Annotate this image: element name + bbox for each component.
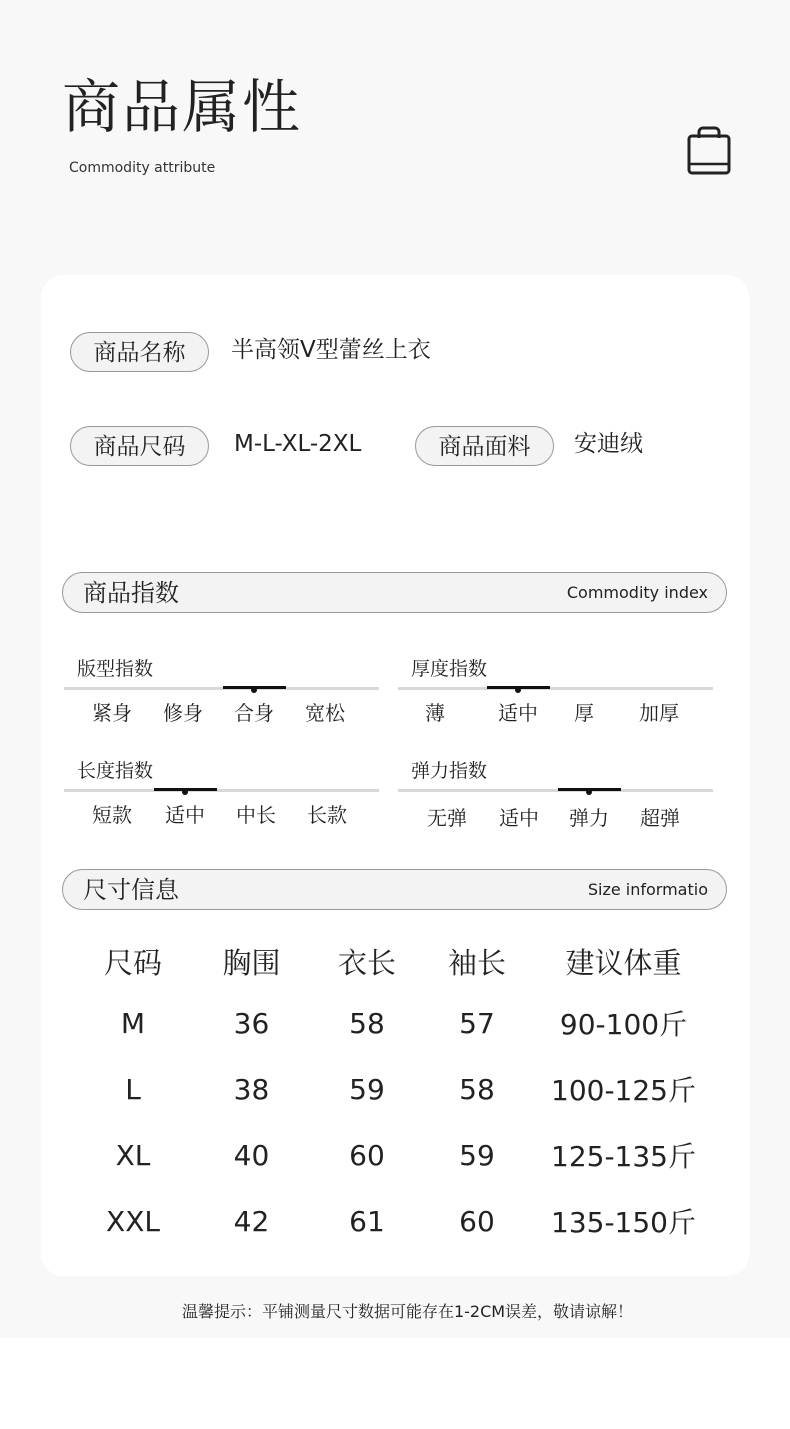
length-index xyxy=(64,756,379,846)
index-title: 长度指数 xyxy=(77,760,154,782)
table-header-cell: 衣长 xyxy=(337,945,396,980)
index-option: 合身 xyxy=(234,701,274,725)
index-option: 薄 xyxy=(425,701,445,725)
table-cell: 58 xyxy=(459,1072,495,1106)
table-row xyxy=(75,990,715,1056)
index-marker xyxy=(558,788,621,791)
table-cell: 38 xyxy=(233,1072,270,1106)
product-name-label: 商品名称 xyxy=(70,332,209,372)
index-track xyxy=(64,687,379,690)
index-option: 宽松 xyxy=(305,701,345,725)
table-cell: 40 xyxy=(233,1138,270,1172)
product-fabric-value: 安迪绒 xyxy=(574,431,643,457)
size-table xyxy=(75,932,715,1254)
index-option: 适中 xyxy=(165,803,205,827)
index-section-title: 商品指数 xyxy=(83,579,179,607)
index-track xyxy=(398,687,713,690)
thickness-index xyxy=(398,654,713,744)
index-option: 超弹 xyxy=(640,806,680,830)
table-row xyxy=(75,1122,715,1188)
table-header-row xyxy=(75,932,715,990)
table-cell: 60 xyxy=(459,1204,495,1238)
table-cell: 42 xyxy=(233,1204,270,1238)
elasticity-index xyxy=(398,756,713,846)
table-cell: 60 xyxy=(349,1138,385,1172)
table-cell: 135-150斤 xyxy=(551,1206,696,1239)
index-option: 厚 xyxy=(574,701,594,725)
page-title: 商品属性 xyxy=(62,73,303,141)
fit-index xyxy=(64,654,379,744)
index-option: 适中 xyxy=(499,806,539,830)
table-header-cell: 胸围 xyxy=(222,945,281,980)
table-cell: 125-135斤 xyxy=(551,1140,696,1173)
table-cell: XXL xyxy=(106,1204,160,1238)
index-marker xyxy=(154,788,217,791)
table-cell: 58 xyxy=(349,1006,385,1040)
index-option: 加厚 xyxy=(639,701,679,725)
index-section-title-en: Commodity index xyxy=(566,583,708,602)
index-marker xyxy=(487,686,550,689)
index-title: 版型指数 xyxy=(77,658,154,680)
index-title: 厚度指数 xyxy=(411,658,488,680)
index-option: 无弹 xyxy=(427,806,467,830)
size-section-header xyxy=(62,869,727,910)
index-section-header xyxy=(62,572,727,613)
index-option: 弹力 xyxy=(569,806,609,830)
index-title: 弹力指数 xyxy=(411,760,488,782)
index-option: 短款 xyxy=(92,803,132,827)
table-row xyxy=(75,1056,715,1122)
index-marker xyxy=(223,686,286,689)
table-cell: 59 xyxy=(349,1072,385,1106)
index-option: 长款 xyxy=(307,803,347,827)
index-option: 修身 xyxy=(163,701,203,725)
product-size-label: 商品尺码 xyxy=(70,426,209,466)
table-cell: 36 xyxy=(233,1006,270,1040)
measurement-tip: 温馨提示：平铺测量尺寸数据可能存在1-2CM误差，敬请谅解！ xyxy=(181,1302,634,1321)
table-cell: XL xyxy=(115,1138,151,1172)
product-fabric-label: 商品面料 xyxy=(415,426,554,466)
table-cell: 59 xyxy=(459,1138,495,1172)
table-cell: L xyxy=(125,1072,141,1106)
table-header-cell: 尺码 xyxy=(103,945,162,980)
shopping-bag-icon xyxy=(686,124,732,176)
table-cell: 57 xyxy=(459,1006,495,1040)
size-section-title: 尺寸信息 xyxy=(83,876,179,904)
table-header-cell: 袖长 xyxy=(447,945,506,980)
table-cell: 100-125斤 xyxy=(551,1074,696,1107)
index-track xyxy=(398,789,713,792)
index-track xyxy=(64,789,379,792)
table-header-cell: 建议体重 xyxy=(565,945,682,980)
size-section-title-en: Size informatio xyxy=(587,880,708,899)
product-name-value: 半高领V型蕾丝上衣 xyxy=(231,337,431,363)
table-cell: 90-100斤 xyxy=(559,1008,688,1041)
page-subtitle: Commodity attribute xyxy=(69,160,216,176)
index-option: 中长 xyxy=(236,803,276,827)
index-option: 紧身 xyxy=(92,701,132,725)
product-size-value: M-L-XL-2XL xyxy=(234,431,362,457)
table-cell: M xyxy=(120,1006,146,1040)
index-option: 适中 xyxy=(498,701,538,725)
table-cell: 61 xyxy=(349,1204,385,1238)
table-row xyxy=(75,1188,715,1254)
